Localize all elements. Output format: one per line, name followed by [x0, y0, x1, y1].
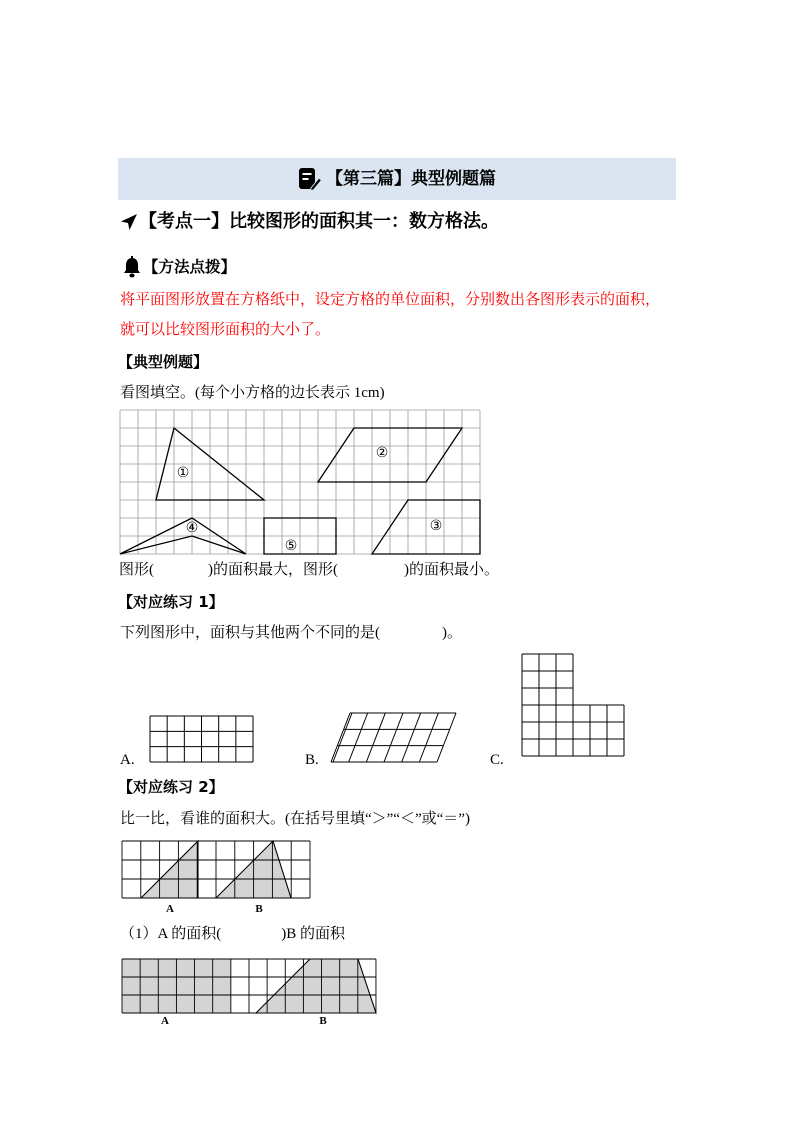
method-heading: 【方法点拨】	[143, 258, 237, 276]
grid-line	[384, 713, 403, 762]
shape-1-label: ①	[176, 465, 190, 481]
grid-line	[402, 713, 421, 762]
grid-line	[419, 713, 438, 762]
shape-b-shading	[256, 959, 376, 1013]
shape-2-label: ②	[375, 445, 389, 461]
figure-1-label-a: A	[166, 903, 174, 915]
shape-5-rectangle	[264, 518, 336, 554]
shape-a-shading	[122, 959, 231, 1013]
shape-3-trapezoid	[372, 500, 480, 554]
practice-2-instruction: 比一比，看谁的面积大。(在括号里填“＞”“＜”或“＝”)	[120, 811, 470, 827]
answer-blank-largest	[154, 573, 208, 574]
practice-2-question-1	[120, 924, 345, 944]
grid-line	[366, 713, 385, 762]
question-text-part-2: )。	[442, 625, 462, 641]
shape-b-outline	[216, 841, 291, 898]
practice-2-heading: 【对应练习 2】	[118, 778, 224, 796]
section-title: 【考点一】比较图形的面积其一：数方格法。	[139, 211, 499, 232]
practice-2-figure-2	[122, 959, 376, 1013]
q1-text-part-1: （1）A 的面积(	[120, 926, 222, 942]
option-c-l-shape-grid	[522, 654, 624, 756]
shape-4-label: ④	[185, 520, 199, 536]
answer-blank	[380, 636, 442, 637]
figure-2-label-a: A	[161, 1015, 169, 1027]
grid-line	[437, 713, 456, 762]
example-grid-figure	[120, 410, 480, 554]
example-instruction: 看图填空。(每个小方格的边长表示 1cm)	[120, 385, 385, 401]
grid-line	[349, 713, 368, 762]
example-heading: 【典型例题】	[118, 353, 209, 371]
method-text-line-1: 将平面图形放置在方格纸中，设定方格的单位面积，分别数出各图形表示的面积，	[120, 292, 661, 308]
shape-b-shading	[216, 841, 291, 898]
q1-text-part-2: )B 的面积	[281, 926, 346, 942]
shape-a-shading	[141, 841, 198, 898]
option-b-parallelogram-grid	[331, 713, 456, 762]
answer-text-part-1: 图形(	[119, 562, 154, 578]
answer-text-part-3: )的面积最小。	[404, 562, 499, 578]
parallelogram-edge	[333, 713, 352, 762]
method-text-line-2: 就可以比较图形面积的大小了。	[120, 322, 331, 338]
shape-1-triangle	[156, 428, 264, 500]
practice-1-question	[120, 623, 462, 643]
practice-1-heading: 【对应练习 1】	[118, 593, 224, 611]
chapter-title: 【第三篇】典型例题篇	[326, 169, 496, 189]
shape-2-parallelogram	[318, 428, 462, 482]
chapter-header-band	[118, 158, 676, 200]
notepad-edit-icon	[298, 167, 322, 191]
grid-line	[331, 713, 350, 762]
option-c-label: C.	[490, 752, 504, 768]
shape-3-label: ③	[429, 518, 443, 534]
option-b-label: B.	[305, 752, 319, 768]
shape-b-outline	[256, 959, 376, 1013]
option-a-rectangle-grid	[150, 716, 253, 762]
figure-1-label-b: B	[255, 903, 263, 915]
answer-blank	[221, 937, 281, 938]
figure-2-label-b: B	[319, 1015, 327, 1027]
shape-5-label: ⑤	[284, 538, 298, 554]
shape-4-dart	[120, 518, 246, 554]
practice-2-figure-1	[122, 841, 310, 898]
option-a-label: A.	[120, 752, 135, 768]
example-answer-sentence	[119, 560, 499, 580]
bell-icon	[122, 256, 142, 278]
answer-blank-smallest	[338, 573, 404, 574]
answer-text-part-2: )的面积最大，图形(	[208, 562, 338, 578]
shape-a-outline	[141, 841, 198, 898]
location-arrow-icon	[120, 213, 138, 231]
question-text-part-1: 下列图形中，面积与其他两个不同的是(	[120, 625, 380, 641]
